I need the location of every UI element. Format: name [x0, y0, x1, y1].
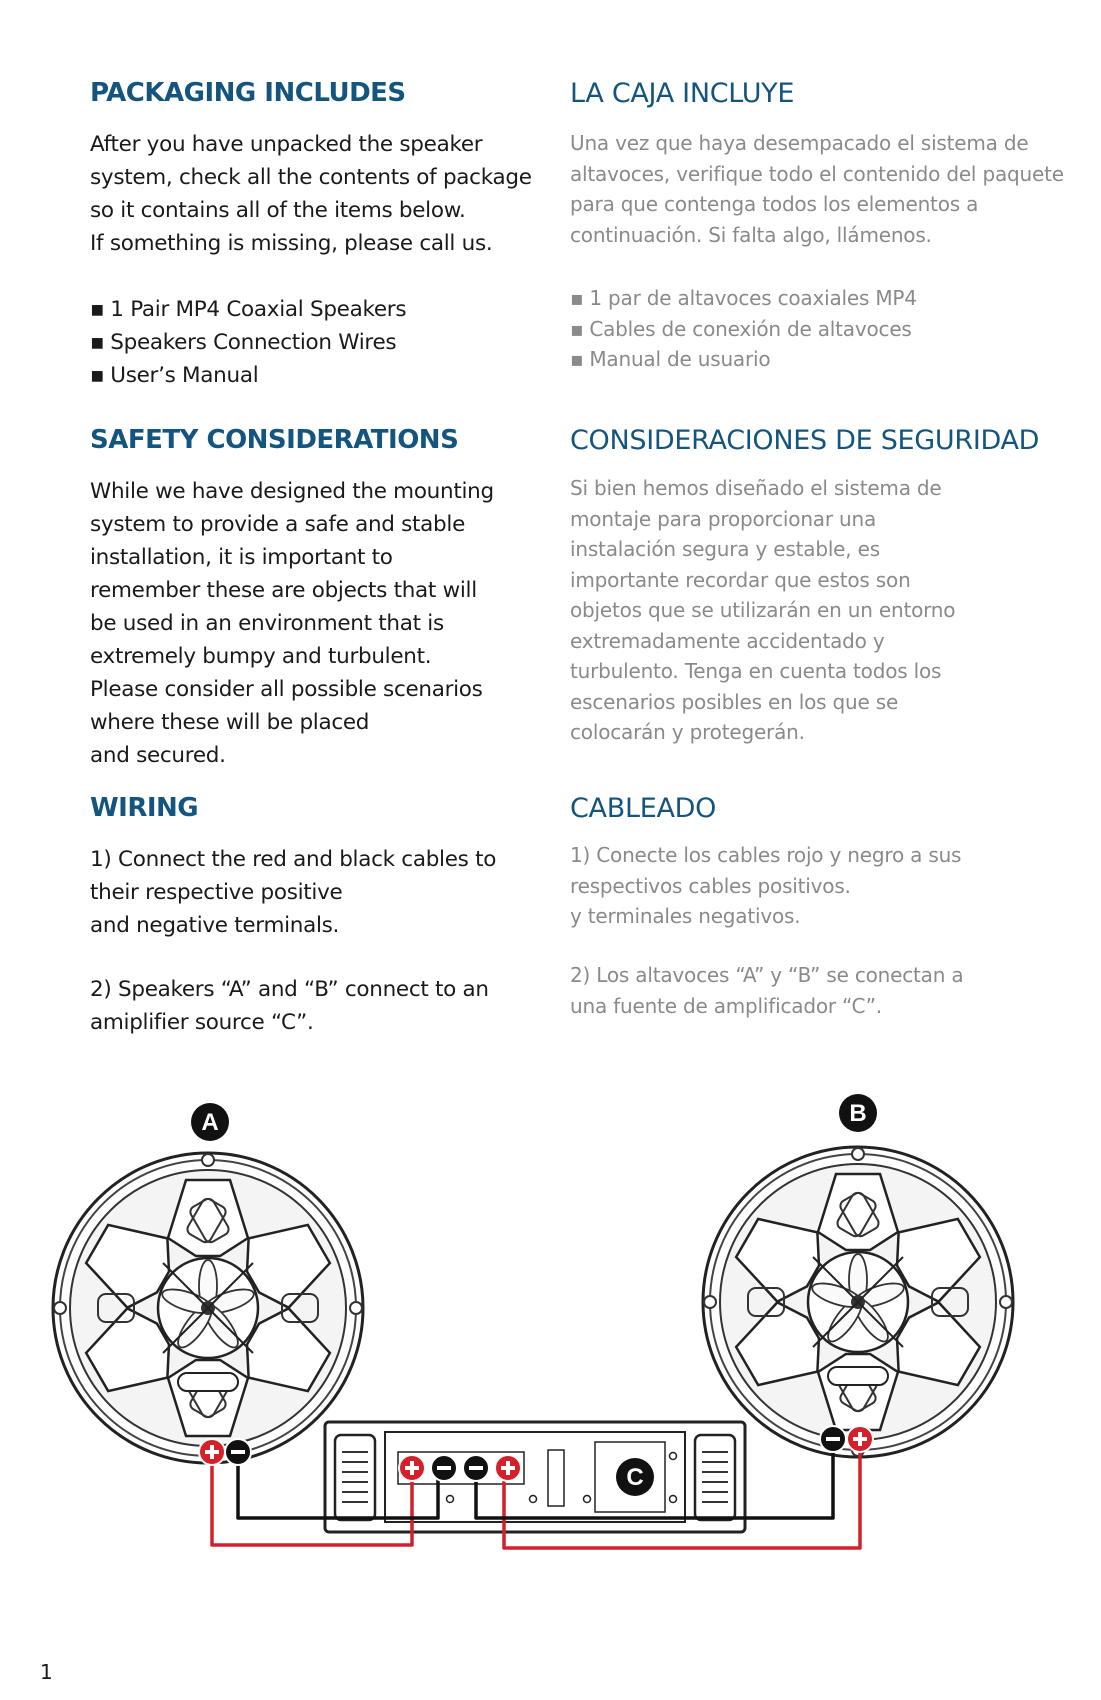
speaker-a-positive-terminal — [199, 1439, 225, 1465]
speaker-b-positive-terminal — [847, 1426, 873, 1452]
caja-heading: LA CAJA INCLUYE — [570, 78, 795, 109]
wiring-step-2: 2) Speakers “A” and “B” connect to an amiplifier source “C”. — [90, 977, 489, 1035]
label-b: B — [849, 1100, 867, 1127]
speaker-b-negative-terminal — [820, 1426, 846, 1452]
speaker-b — [703, 1094, 1013, 1457]
packaging-heading: PACKAGING INCLUDES — [90, 78, 406, 108]
seguridad-body: Si bien hemos diseñado el sistema de montaje para proporcionar una instalación segura y estable, es importante recordar que estos son objetos que se utilizarán en un entorno extremadamente accidentado y turbulento. Tenga en cuenta todos los escenarios posibles en los que se colocarán y protegerán. — [570, 476, 956, 744]
safety-heading: SAFETY CONSIDERATIONS — [90, 425, 459, 455]
wiring-step-1: 1) Connect the red and black cables to their respective positive and negative terminals. — [90, 847, 497, 938]
list-item: ▪ Manual de usuario — [570, 344, 917, 375]
amp-positive-terminal-1 — [399, 1455, 425, 1481]
list-item: ▪ 1 Pair MP4 Coaxial Speakers — [90, 293, 406, 326]
cableado-step-2: 2) Los altavoces “A” y “B” se conectan a una fuente de amplificador “C”. — [570, 963, 964, 1018]
wiring-heading: WIRING — [90, 793, 199, 823]
label-c: C — [626, 1464, 644, 1491]
label-a: A — [201, 1109, 219, 1136]
list-item: ▪ User’s Manual — [90, 359, 406, 392]
wiring-diagram — [0, 1080, 1101, 1580]
cableado-step-1: 1) Conecte los cables rojo y negro a sus respectivos cables positivos. y terminales negativos. — [570, 843, 962, 928]
packaging-body: After you have unpacked the speaker system, check all the contents of package so it contains all of the items below. If something is missing, please call us. — [90, 132, 532, 256]
amp-negative-terminal-1 — [431, 1455, 457, 1481]
brand-logo — [828, 1367, 888, 1385]
brand-logo — [178, 1373, 238, 1391]
speaker-a-negative-terminal — [225, 1439, 251, 1465]
seguridad-heading: CONSIDERACIONES DE SEGURIDAD — [570, 425, 1040, 456]
list-item: ▪ Cables de conexión de altavoces — [570, 314, 917, 345]
cableado-heading: CABLEADO — [570, 793, 717, 824]
list-item: ▪ Speakers Connection Wires — [90, 326, 406, 359]
amplifier-c — [325, 1422, 745, 1532]
amp-negative-terminal-2 — [463, 1455, 489, 1481]
caja-body: Una vez que haya desempacado el sistema de altavoces, verifique todo el contenido del paquete para que contenga todos los elementos a continuación. Si falta algo, llámenos. — [570, 131, 1064, 247]
caja-list — [570, 283, 917, 375]
amp-positive-terminal-2 — [495, 1455, 521, 1481]
packaging-list — [90, 293, 406, 392]
list-item: ▪ 1 par de altavoces coaxiales MP4 — [570, 283, 917, 314]
page-number: 1 — [40, 1660, 53, 1684]
speaker-a — [53, 1103, 363, 1463]
safety-body: While we have designed the mounting system to provide a safe and stable installation, it is important to remember these are objects that will be used in an environment that is extremely bumpy and turbulent. Please consider all possible scenarios where these will be placed and secured. — [90, 479, 494, 768]
